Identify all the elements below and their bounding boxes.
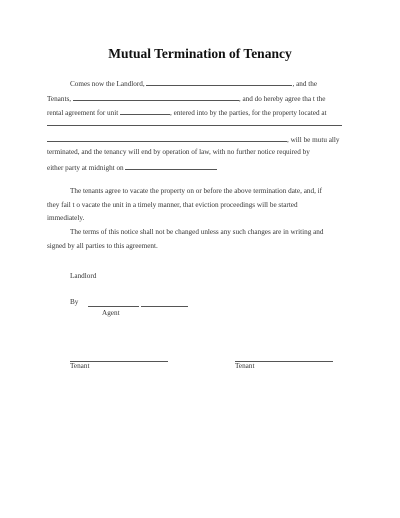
unit-blank	[120, 107, 170, 115]
agent-signature-line-1	[88, 306, 139, 307]
landlord-name-blank	[146, 78, 292, 86]
p2-line-2: they fail t o vacate the unit in a timely manner, that eviction proceedings will be started	[47, 201, 298, 209]
p1-l2-text-a: Tenants,	[47, 95, 72, 103]
p1-line-5	[47, 134, 340, 145]
p1-line-7	[47, 162, 217, 173]
p1-line-6: terminated, and the tenancy will end by operation of law, with no further notice required by	[47, 148, 310, 156]
p3-line-2: signed by all parties to this agreement.	[47, 242, 158, 250]
p1-l2-text-b: , and do hereby agree tha t the	[238, 95, 326, 103]
property-address-line-2	[47, 134, 287, 142]
p1-line-1	[70, 78, 317, 89]
midnight-date-blank	[125, 162, 217, 170]
p3-line-1: The terms of this notice shall not be changed unless any such changes are in writing and	[70, 228, 324, 236]
p1-l1-text-a: Comes now the Landlord,	[70, 80, 145, 88]
p1-l5-text-b: , will be mutu ally	[287, 136, 340, 144]
p1-line-2	[47, 93, 325, 104]
property-address-line-1	[47, 125, 342, 126]
document-title: Mutual Termination of Tenancy	[108, 46, 292, 61]
p1-l1-text-b: , and the	[292, 80, 318, 88]
p1-l7-text-a: either party at midnight on	[47, 164, 124, 172]
by-label: By	[70, 298, 79, 306]
tenant-1-label: Tenant	[70, 362, 90, 370]
landlord-label: Landlord	[70, 272, 97, 280]
tenants-name-blank	[73, 93, 239, 101]
p2-line-1: The tenants agree to vacate the property on or before the above termination date, and, if	[70, 187, 323, 195]
p2-line-3: immediately.	[47, 214, 85, 222]
agent-signature-line-2	[141, 306, 188, 307]
p1-line-3	[47, 107, 327, 118]
tenant-2-label: Tenant	[235, 362, 255, 370]
agent-label: Agent	[102, 309, 120, 317]
p1-l3-text-b: , entered into by the parties, for the property located at	[170, 109, 327, 117]
p1-l3-text-a: rental agreement for unit	[47, 109, 119, 117]
